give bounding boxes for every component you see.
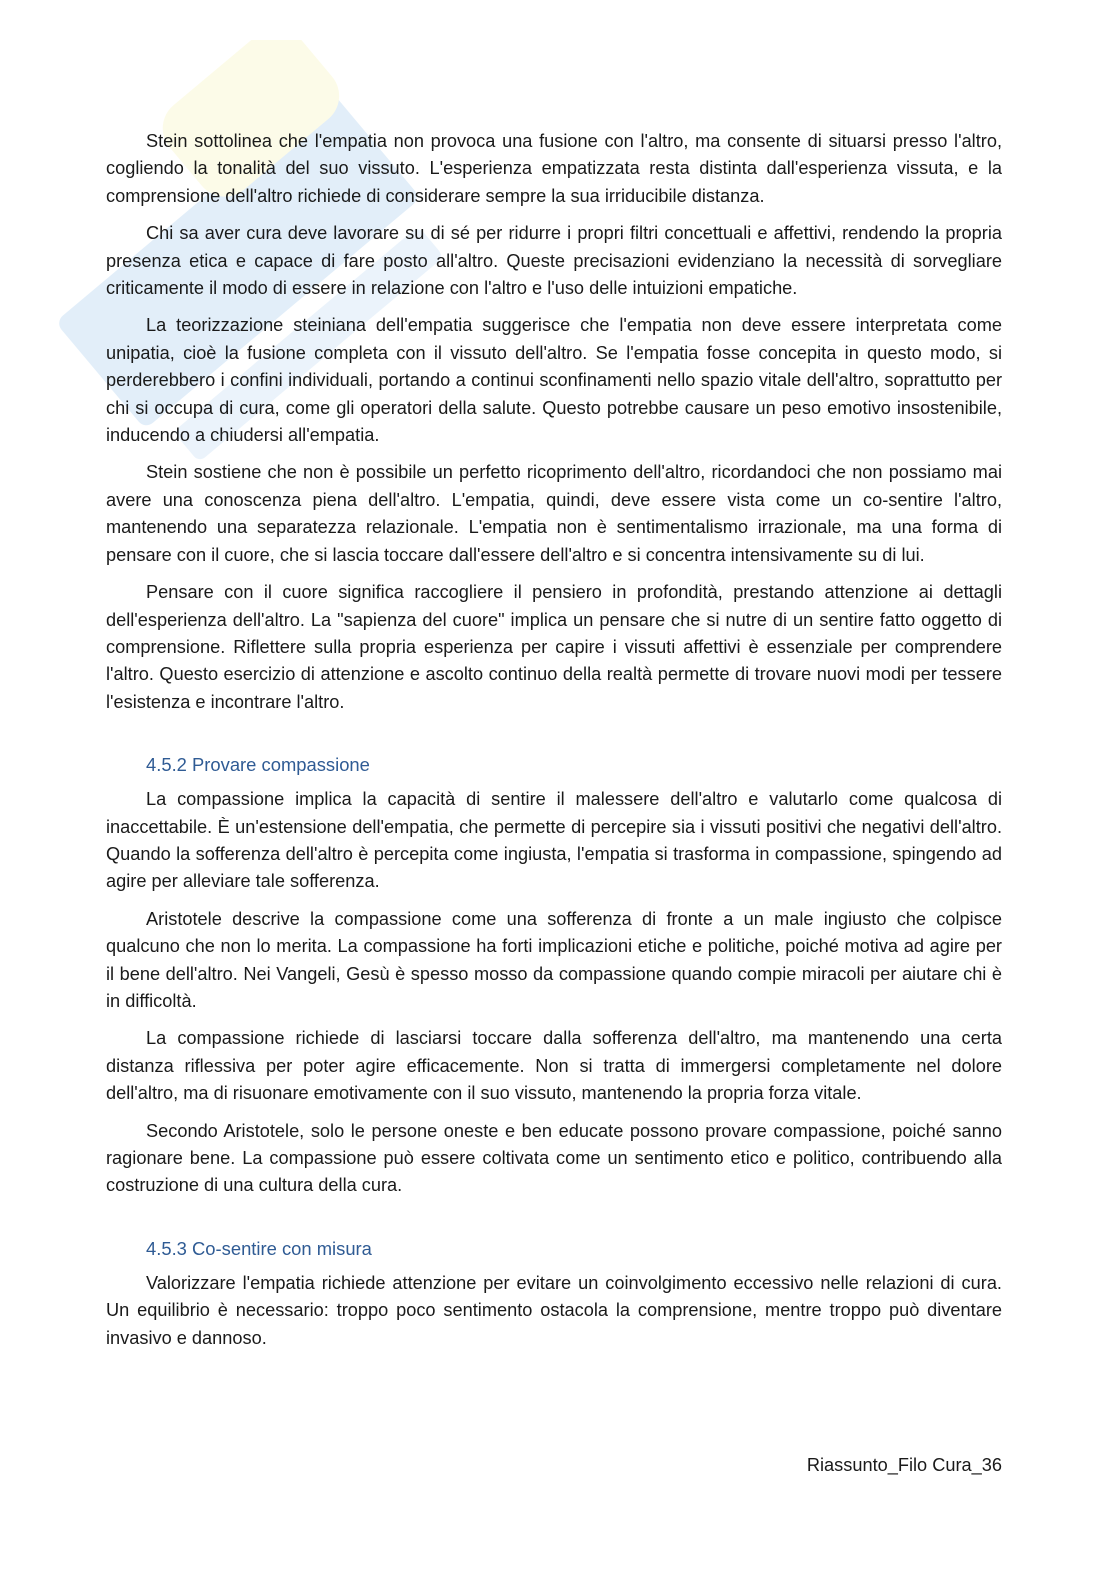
paragraph: Stein sottolinea che l'empatia non provoca una fusione con l'altro, ma consente di situarsi presso l'altro, cogliendo la tonalità del suo vissuto. L'esperienza empatizzata resta distinta dall'esperienza vissuta, e la comprensione dell'altro richiede di considerare sempre la sua irriducibile distanza.: [106, 131, 1002, 206]
paragraph: La compassione implica la capacità di sentire il malessere dell'altro e valutarlo come qualcosa di inaccettabile. È un'estensione dell'empatia, che permette di percepire sia i vissuti positivi che negativi dell'altro. Quando la sofferenza dell'altro è percepita come ingiusta, l'empatia si trasforma in compassione, spingendo ad agire per alleviare tale sofferenza.: [106, 789, 1002, 892]
paragraph: Secondo Aristotele, solo le persone oneste e ben educate possono provare compassione, poiché sanno ragionare bene. La compassione può essere coltivata come un sentimento etico e politico, contribuendo alla costruzione di una cultura della cura.: [106, 1120, 1002, 1196]
paragraph: Stein sostiene che non è possibile un perfetto ricoprimento dell'altro, ricordandoci che non possiamo mai avere una conoscenza piena dell'altro. L'empatia, quindi, deve essere vista come un co-sentire l'altro, mantenendo una separatezza relazionale. L'empatia non è sentimentalismo irrazionale, ma una forma di pensare con il cuore, che si lascia toccare dall'essere dell'altro e si concentra intensivamente su di lui.: [106, 462, 1002, 565]
paragraph: Aristotele descrive la compassione come una sofferenza di fronte a un male ingiusto che colpisce qualcuno che non lo merita. La compassione ha forti implicazioni etiche e politiche, poiché motiva ad agire per il bene dell'altro. Nei Vangeli, Gesù è spesso mosso da compassione quando compie miracoli per aiutare chi è in difficoltà.: [106, 908, 1002, 1011]
section-heading: 4.5.2 Provare compassione: [146, 754, 370, 776]
intro-section: [106, 128, 1002, 716]
document-page: [106, 128, 1002, 1362]
page-footer: Riassunto_Filo Cura_36: [806, 1455, 1002, 1475]
section-4-5-3: [106, 1236, 1002, 1352]
paragraph: Valorizzare l'empatia richiede attenzione per evitare un coinvolgimento eccessivo nelle relazioni di cura. Un equilibrio è necessario: troppo poco sentimento ostacola la comprensione, mentre troppo può diventare invasivo e dannoso.: [106, 1272, 1002, 1348]
section-4-5-2: [106, 752, 1002, 1200]
section-heading: 4.5.3 Co-sentire con misura: [146, 1237, 372, 1259]
paragraph: Chi sa aver cura deve lavorare su di sé per ridurre i propri filtri concettuali e affettivi, rendendo la propria presenza etica e capace di fare posto all'altro. Queste precisazioni evidenziano la necessità di sorvegliare criticamente il modo di essere in relazione con l'altro e l'uso delle intuizioni empatiche.: [106, 223, 1002, 299]
paragraph: La teorizzazione steiniana dell'empatia suggerisce che l'empatia non deve essere interpretata come unipatia, cioè la fusione completa con il vissuto dell'altro. Se l'empatia fosse concepita in questo modo, si perderebbero i confini individuali, portando a continui sconfinamenti nello spazio vitale dell'altro, soprattutto per chi si occupa di cura, come gli operatori della salute. Questo potrebbe causare un peso emotivo insostenibile, inducendo a chiudersi all'empatia.: [106, 315, 1002, 446]
paragraph: Pensare con il cuore significa raccogliere il pensiero in profondità, prestando attenzione ai dettagli dell'esperienza dell'altro. La "sapienza del cuore" implica un pensare che si nutre di un sentire fatto oggetto di comprensione. Riflettere sulla propria esperienza per capire i vissuti affettivi è essenziale per comprendere l'altro. Questo esercizio di attenzione e ascolto continuo della realtà permette di trovare nuovi modi per tessere l'esistenza e incontrare l'altro.: [106, 582, 1002, 712]
paragraph: La compassione richiede di lasciarsi toccare dalla sofferenza dell'altro, ma mantenendo una certa distanza riflessiva per poter agire efficacemente. Non si tratta di immergersi completamente nel dolore dell'altro, ma di risuonare emotivamente con il suo vissuto, mantenendo la propria forza vitale.: [106, 1028, 1002, 1104]
